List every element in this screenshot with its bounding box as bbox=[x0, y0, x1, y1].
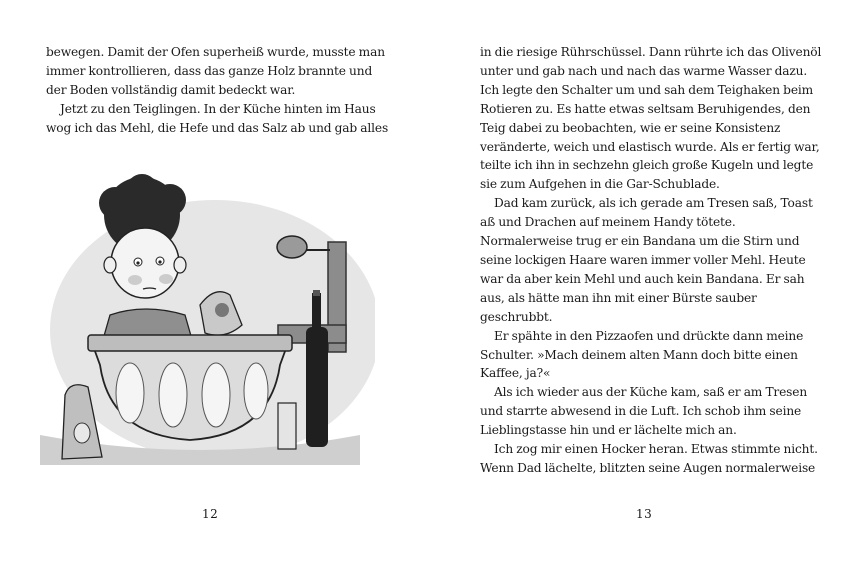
text-line: Wenn Dad lächelte, blitzten seine Augen normalerweise bbox=[480, 460, 816, 475]
text-line: immer kontrollieren, dass das ganze Holz brannte und bbox=[46, 63, 373, 78]
text-line: bewegen. Damit der Ofen superheiß wurde, musste man bbox=[46, 45, 385, 59]
text-line: Kaffee, ja?« bbox=[480, 366, 551, 381]
page-number-right: 13 bbox=[636, 507, 653, 521]
text-line: Ich legte den Schalter um und sah dem Teighaken beim bbox=[480, 82, 814, 97]
text-line: Als ich wieder aus der Küche kam, saß er am Tresen bbox=[494, 385, 808, 400]
text-line: unter und gab nach und nach das warme Wasser dazu. bbox=[480, 63, 808, 78]
page-number-left: 12 bbox=[202, 507, 219, 521]
text-line: geschrubbt. bbox=[480, 309, 553, 324]
salt-box bbox=[278, 403, 296, 449]
text-line: wog ich das Mehl, die Hefe und das Salz ab und gab alles bbox=[46, 120, 389, 135]
text-line: in die riesige Rührschüssel. Dann rührte ich das Olivenöl bbox=[480, 45, 822, 59]
text-line: Normalerweise trug er ein Bandana um die Stirn und bbox=[480, 234, 800, 249]
text-line: veränderte, weich und elastisch wurde. Als er fertig war, bbox=[480, 139, 820, 154]
text-line: Lieblingstasse hin und er lächelte mich an. bbox=[480, 423, 737, 438]
text-line: teilte ich ihn in sechzehn gleich große Kugeln und legte bbox=[480, 158, 814, 173]
text-line: war da aber kein Mehl und auch kein Bandana. Er sah bbox=[480, 271, 805, 286]
text-line: aß und Drachen auf meinem Handy tötete. bbox=[480, 215, 736, 230]
bowl-rim bbox=[88, 335, 292, 351]
left-page-text bbox=[46, 43, 389, 138]
olive-oil-bottle bbox=[306, 327, 328, 447]
text-line: der Boden vollständig damit bedeckt war. bbox=[46, 82, 296, 97]
whisk-icon bbox=[277, 236, 307, 258]
boy-baking-illustration bbox=[30, 165, 375, 475]
text-line: aus, als hätte man ihn mit einer Bürste sauber bbox=[480, 290, 757, 305]
text-line: Teig dabei zu beobachten, wie er seine Konsistenz bbox=[480, 120, 781, 135]
text-line: Er spähte in den Pizzaofen und drückte dann meine bbox=[494, 328, 804, 343]
left-page bbox=[0, 0, 425, 567]
right-page-text bbox=[480, 43, 822, 478]
text-line: Dad kam zurück, als ich gerade am Tresen saß, Toast bbox=[494, 196, 813, 211]
text-line: Jetzt zu den Teiglingen. In der Küche hinten im Haus bbox=[60, 101, 376, 116]
text-line: Schulter. »Mach deinem alten Mann doch bitte einen bbox=[480, 347, 798, 362]
text-line: und starrte abwesend in die Luft. Ich schob ihm seine bbox=[480, 404, 802, 419]
right-page bbox=[426, 0, 851, 567]
boy-face bbox=[111, 228, 179, 298]
text-line: Rotieren zu. Es hatte etwas seltsam Beruhigendes, den bbox=[480, 101, 811, 116]
text-line: Ich zog mir einen Hocker heran. Etwas stimmte nicht. bbox=[494, 442, 818, 457]
text-line: sie zum Aufgehen in die Gar-Schublade. bbox=[480, 177, 720, 192]
text-line: seine lockigen Haare waren immer voller Mehl. Heute bbox=[480, 252, 806, 267]
